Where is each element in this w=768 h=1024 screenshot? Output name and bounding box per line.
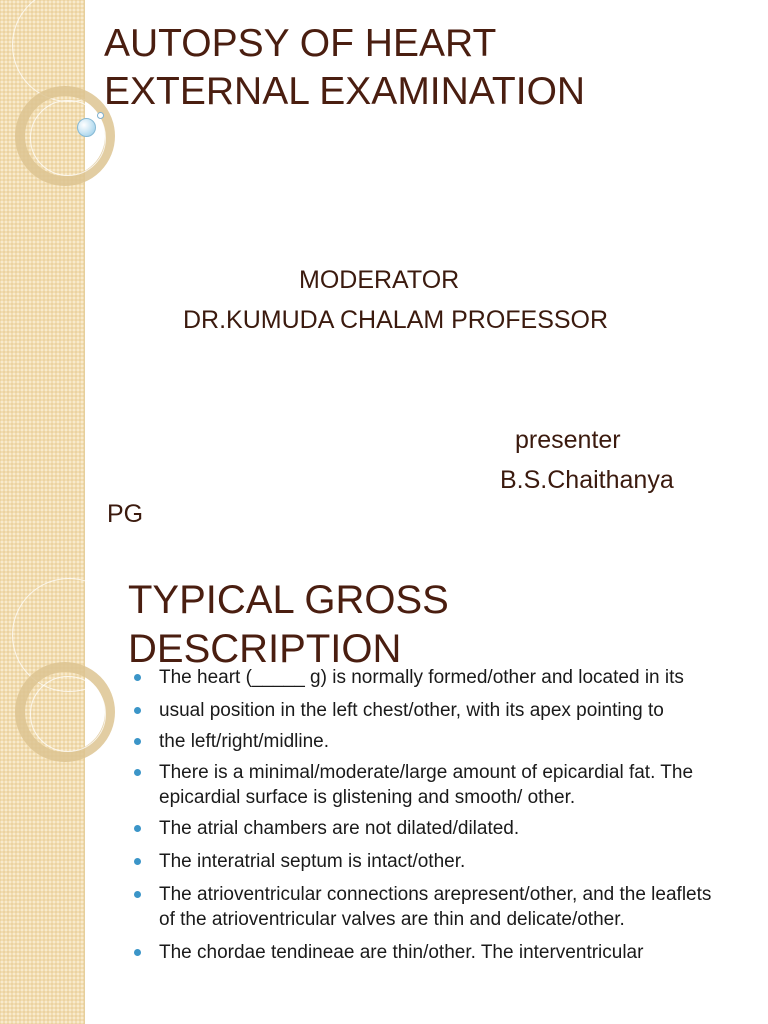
slide-title-line: EXTERNAL EXAMINATION	[104, 70, 586, 113]
bullet-item: There is a minimal/moderate/large amount of epicardial fat. The epicardial surface is glistening and smooth/ other.	[132, 760, 732, 810]
bullet-item: The heart (_____ g) is normally formed/other and located in its	[132, 665, 732, 690]
decorative-bubble	[77, 118, 96, 137]
slide-title-line: TYPICAL GROSS	[128, 578, 449, 622]
bullet-item: The atrioventricular connections arepresent/other, and the leaflets of the atrioventricular valves are thin and delicate/other.	[132, 882, 732, 932]
presenter-name: B.S.Chaithanya	[500, 466, 674, 494]
bullet-item: The atrial chambers are not dilated/dilated.	[132, 816, 732, 841]
slide-title	[128, 576, 449, 674]
decorative-sidebar	[0, 0, 85, 576]
slide-title-line: DESCRIPTION	[128, 627, 402, 671]
presenter-role: PG	[107, 500, 144, 528]
moderator-name: DR.KUMUDA CHALAM PROFESSOR	[183, 306, 609, 334]
decorative-sidebar	[0, 576, 85, 1024]
decorative-ring	[30, 100, 106, 176]
bullet-list	[132, 665, 732, 973]
slide-title-line: AUTOPSY OF HEART	[104, 22, 497, 65]
presenter-label: presenter	[515, 426, 621, 454]
decorative-ring	[30, 676, 106, 752]
bullet-item: The chordae tendineae are thin/other. The interventricular	[132, 940, 732, 965]
bullet-item: the left/right/midline.	[132, 729, 732, 754]
bullet-item: usual position in the left chest/other, with its apex pointing to	[132, 698, 732, 723]
bullet-item: The interatrial septum is intact/other.	[132, 849, 732, 874]
decorative-bubble	[97, 112, 104, 119]
moderator-label: MODERATOR	[299, 266, 460, 294]
content-slide	[0, 576, 768, 1024]
slide-title	[104, 20, 585, 116]
